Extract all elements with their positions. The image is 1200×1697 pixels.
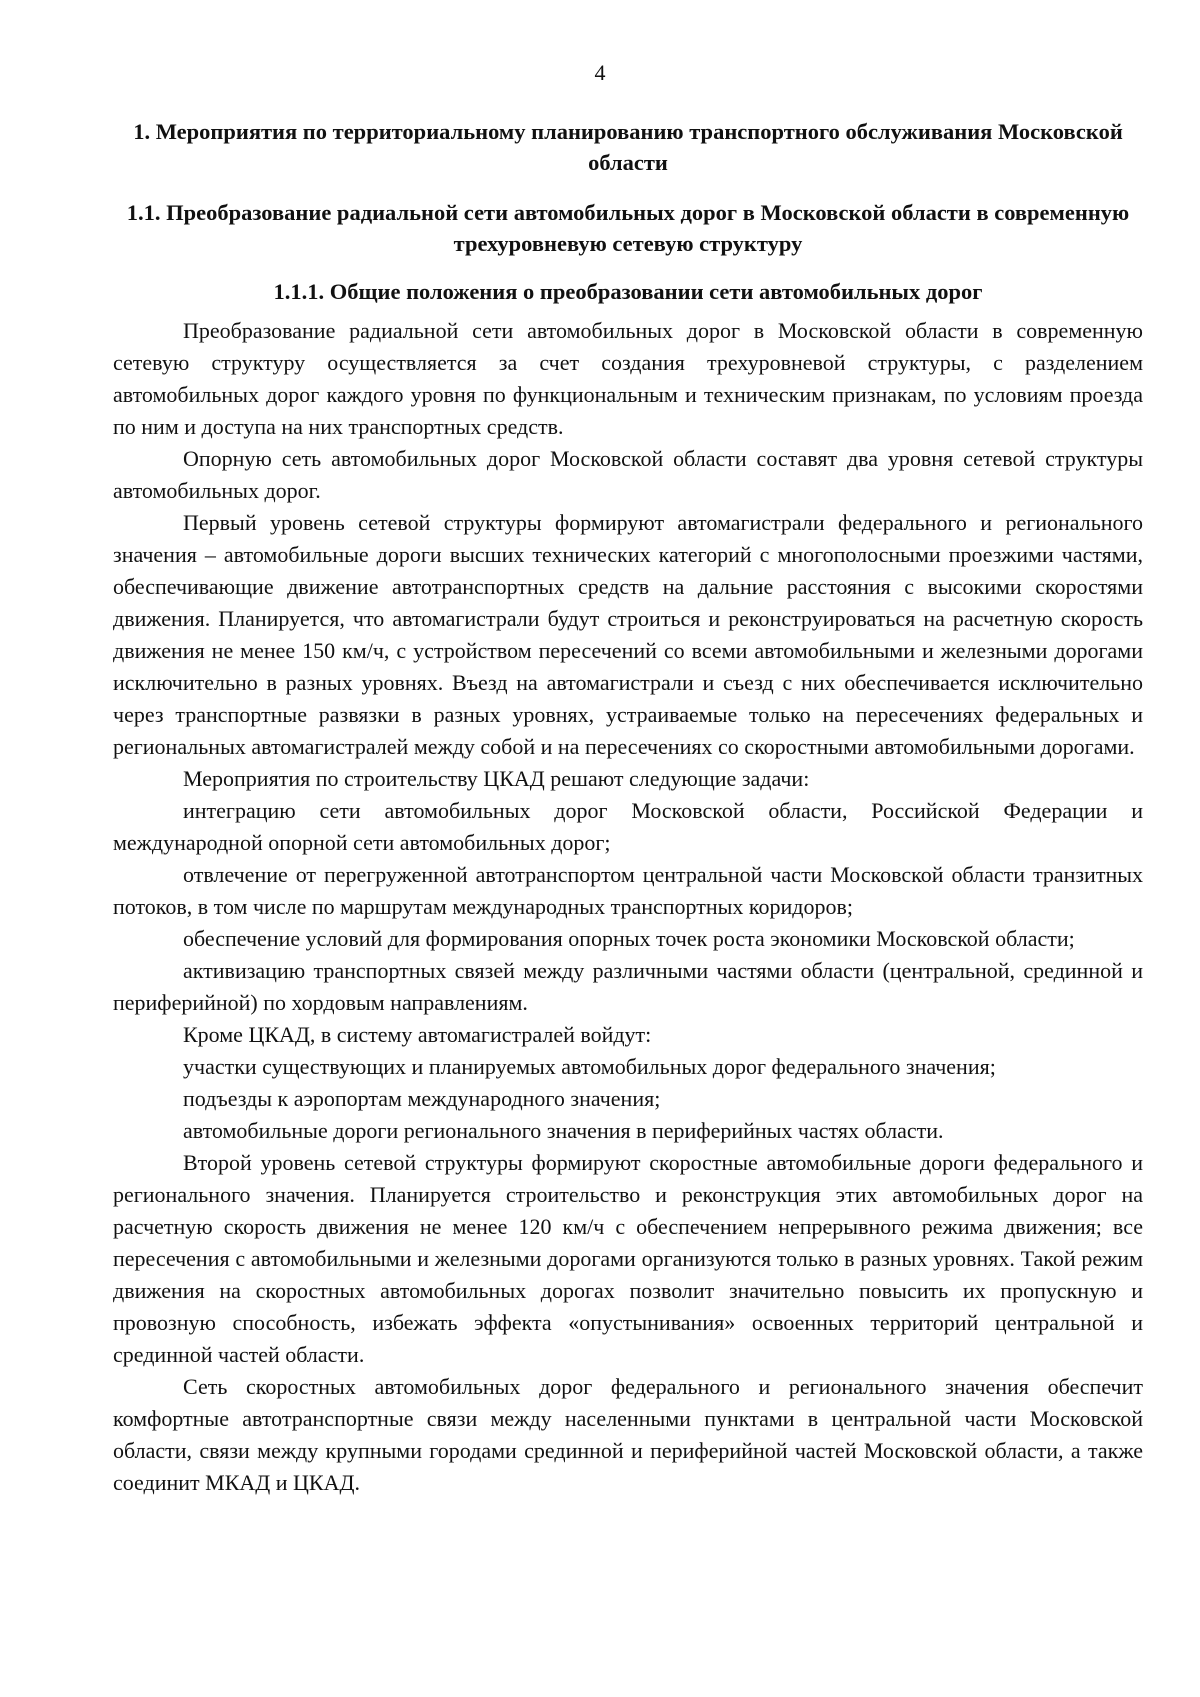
paragraph: Кроме ЦКАД, в систему автомагистралей войдут: — [183, 1022, 652, 1047]
list-item: активизацию транспортных связей между различными частями области (центральной, срединной и периферийной) по хордовым направлениям. — [113, 958, 1143, 1015]
section-heading-1-1-1: 1.1.1. Общие положения о преобразовании сети автомобильных дорог — [273, 279, 983, 304]
paragraph: Первый уровень сетевой структуры формируют автомагистрали федерального и регионального значения – автомобильные дороги высших технических категорий с многополосными проезжими частями, обеспечивающие движение автотранспортных средств на дальние расстояния с высокими скоростями движения. Планируется, что автомагистрали будут строиться и реконструироваться на расчетную скорость движения не менее 150 км/ч, с устройством пересечений со всеми автомобильными и железными дорогами исключительно в разных уровнях. Въезд на автомагистрали и съезд с них обеспечивается исключительно через транспортные развязки в разных уровнях, устраиваемые только на пересечениях федеральных и региональных автомагистралей между собой и на пересечениях со скоростными автомобильными дорогами. — [113, 510, 1143, 759]
list-item: интеграцию сети автомобильных дорог Московской области, Российской Федерации и международной опорной сети автомобильных дорог; — [113, 798, 1143, 855]
list-item: обеспечение условий для формирования опорных точек роста экономики Московской области; — [183, 926, 1075, 951]
section-heading-1-1: 1.1. Преобразование радиальной сети автомобильных дорог в Московской области в современную трехуровневую сетевую структуру — [126, 200, 1130, 256]
list-item: подъезды к аэропортам международного значения; — [183, 1086, 661, 1111]
section-heading-1: 1. Мероприятия по территориальному планированию транспортного обслуживания Московской области — [133, 119, 1123, 175]
document-content — [113, 116, 1143, 1499]
paragraph: Сеть скоростных автомобильных дорог федерального и регионального значения обеспечит комфортные автотранспортные связи между населенными пунктами в центральной части Московской области, связи между крупными городами срединной и периферийной частей Московской области, а также соединит МКАД и ЦКАД. — [113, 1374, 1143, 1495]
paragraph: Второй уровень сетевой структуры формируют скоростные автомобильные дороги федерального и регионального значения. Планируется строительство и реконструкция этих автомобильных дорог на расчетную скорость движения не менее 120 км/ч с обеспечением непрерывного режима движения; все пересечения с автомобильными и железными дорогами организуются только в разных уровнях. Такой режим движения на скоростных автомобильных дорогах позволит значительно повысить их пропускную и провозную способность, избежать эффекта «опустынивания» освоенных территорий центральной и срединной частей области. — [113, 1150, 1143, 1367]
page-number: 4 — [594, 60, 606, 85]
list-item: автомобильные дороги регионального значения в периферийных частях области. — [183, 1118, 944, 1143]
paragraph: Опорную сеть автомобильных дорог Московской области составят два уровня сетевой структуры автомобильных дорог. — [113, 446, 1143, 503]
paragraph: Преобразование радиальной сети автомобильных дорог в Московской области в современную сетевую структуру осуществляется за счет создания трехуровневой структуры, с разделением автомобильных дорог каждого уровня по функциональным и техническим признакам, по условиям проезда по ним и доступа на них транспортных средств. — [113, 318, 1143, 439]
list-item: отвлечение от перегруженной автотранспортом центральной части Московской области транзитных потоков, в том числе по маршрутам международных транспортных коридоров; — [113, 862, 1143, 919]
paragraph: Мероприятия по строительству ЦКАД решают следующие задачи: — [183, 766, 810, 791]
body-text — [113, 315, 1143, 1499]
list-item: участки существующих и планируемых автомобильных дорог федерального значения; — [183, 1054, 996, 1079]
